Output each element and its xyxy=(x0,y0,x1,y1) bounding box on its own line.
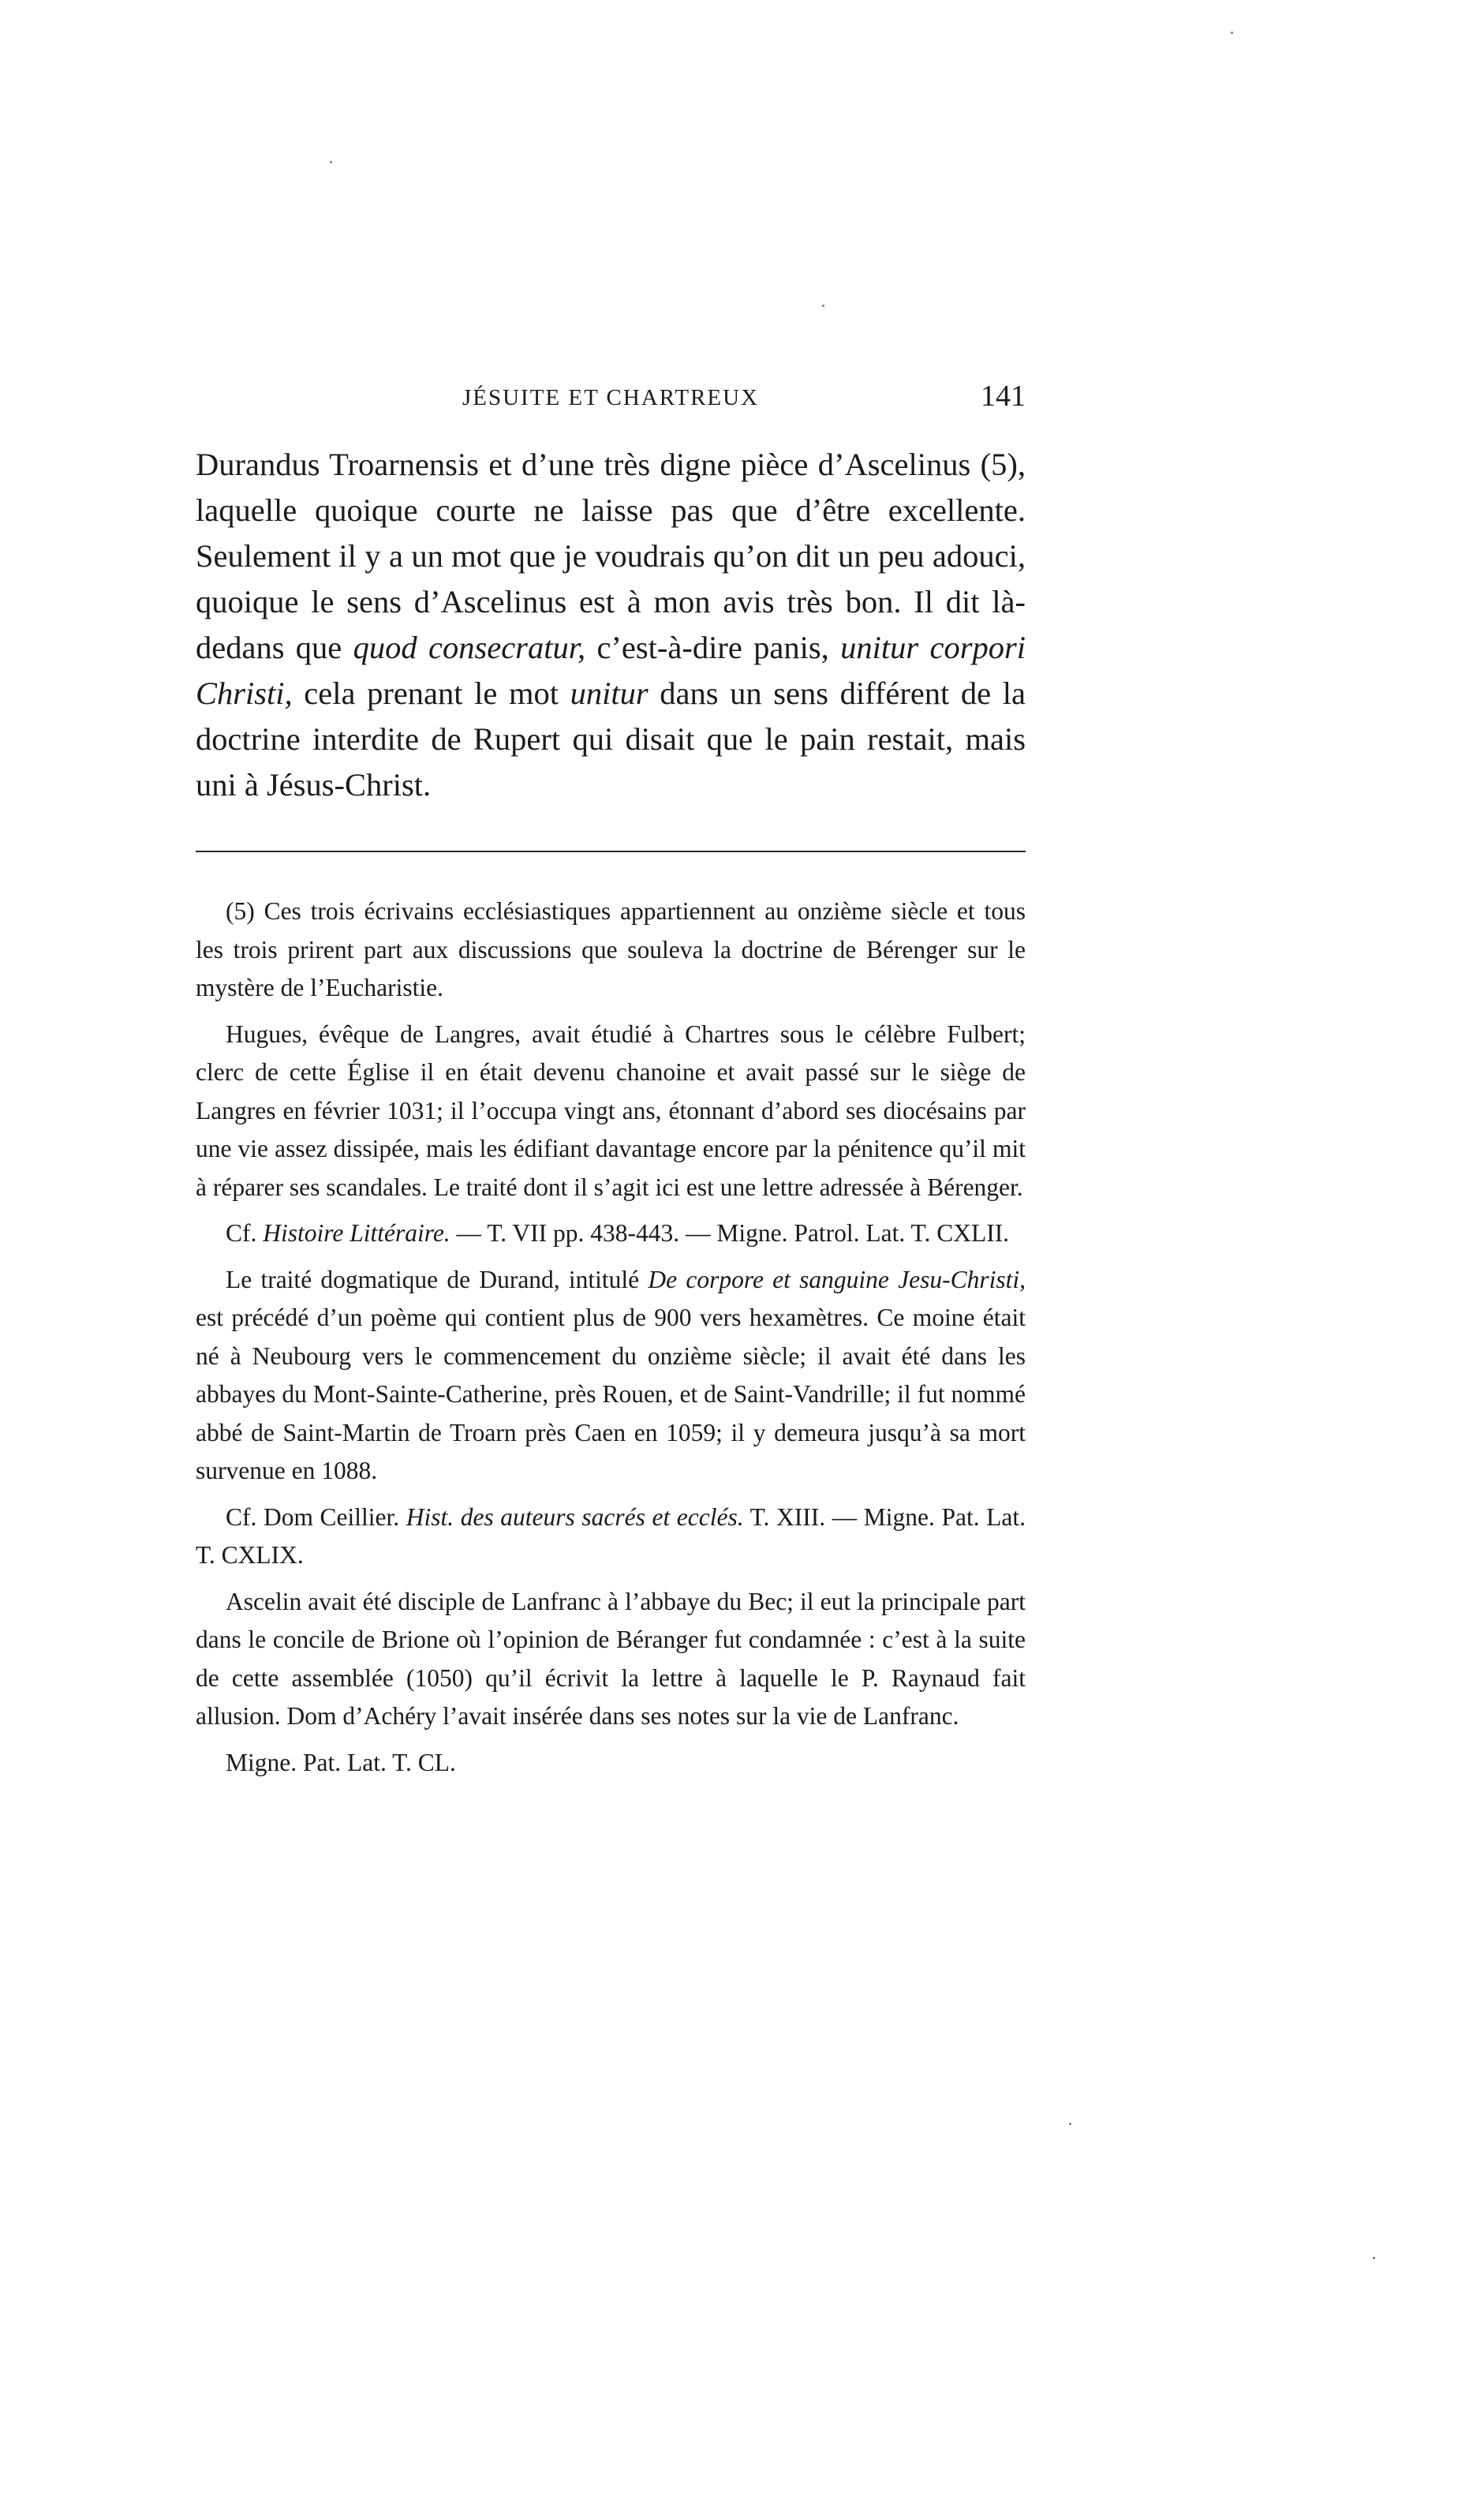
paper-speck xyxy=(1373,2257,1375,2259)
footnote-text-segment: — T. VII pp. 438-443. — Migne. Patrol. Lat. T. CXLII. xyxy=(450,1219,1010,1247)
body-text-segment: c’est-à-dire panis, xyxy=(585,630,841,665)
latin-quote: unitur xyxy=(570,675,649,711)
body-text-segment: cela prenant le mot xyxy=(292,675,570,711)
footnote-reference xyxy=(196,1499,1026,1575)
footnote-text-segment: T. XIII. — Migne. Pat. Lat. T. CXLIX. xyxy=(196,1502,1026,1569)
paper-speck xyxy=(1069,2123,1071,2125)
footnote-text-segment: Le traité dogmatique de Durand, intitulé xyxy=(226,1265,649,1293)
footnote-divider xyxy=(196,851,1026,852)
body-text-segment: Durandus Troarnensis et d’une très digne pièce d’Ascelinus (5), laquelle quoique courte ne laisse pas que d’être excellente. Seulement il y a un mot que je voudrais qu’on dit un peu adouci, quoique le sens d’Ascelinus est à mon avis très bon. Il dit là-dedans que xyxy=(196,447,1026,665)
running-header xyxy=(196,379,1026,426)
work-title: Hist. des auteurs sacrés et ecclés. xyxy=(406,1502,744,1531)
paper-speck xyxy=(1231,32,1233,34)
paper-speck xyxy=(330,161,332,163)
work-title: De corpore et sanguine Jesu-Christi, xyxy=(648,1265,1026,1293)
page-number: 141 xyxy=(981,380,1026,413)
footnote-text-segment: Cf. xyxy=(226,1219,264,1247)
footnote-reference: Migne. Pat. Lat. T. CL. xyxy=(226,1748,456,1776)
footnote-text-segment: est précédé d’un poème qui contient plus de 900 vers hexamètres. Ce moine était né à Neubourg vers le commencement du onzième siècle; il avait été dans les abbayes du Mont-Sainte-Catherine, près Rouen, et de Saint-Vandrille; il fut nommé abbé de Saint-Martin de Troarn près Caen en 1059; il y demeura jusqu’à sa mort survenue en 1088. xyxy=(196,1304,1026,1484)
footnotes xyxy=(196,892,1026,1790)
body-text-segment: dans un sens différent de la doctrine interdite de Rupert qui disait que le pain restait, mais uni à Jésus-Christ. xyxy=(196,675,1026,803)
paper-speck xyxy=(822,305,824,307)
running-title: JÉSUITE ET CHARTREUX xyxy=(462,385,760,410)
latin-quote: quod consecratur, xyxy=(353,630,586,665)
work-title: Histoire Littéraire. xyxy=(263,1219,450,1247)
footnote-reference xyxy=(196,1214,1026,1253)
footnote-text-segment: Cf. Dom Ceillier. xyxy=(226,1502,406,1531)
footnote-paragraph: Hugues, évêque de Langres, avait étudié à Chartres sous le célèbre Fulbert; clerc de cette Église il en était devenu chanoine et avait passé sur le siège de Langres en février 1031; il l’occupa vingt ans, étonnant d’abord ses diocésains par une vie assez dissipée, mais les édifiant davantage encore par la pénitence qu’il mit à réparer ses scandales. Le traité dont il s’agit ici est une lettre adressée à Bérenger. xyxy=(196,1020,1026,1201)
footnote-paragraph: Ascelin avait été disciple de Lanfranc à l’abbaye du Bec; il eut la principale part dans le concile de Brione où l’opinion de Béranger fut condamnée : c’est à la suite de cette assemblée (1050) qu’il écrivit la lettre à laquelle le P. Raynaud fait allusion. Dom d’Achéry l’avait insérée dans ses notes sur la vie de Lanfranc. xyxy=(196,1587,1026,1730)
main-paragraph xyxy=(196,442,1026,808)
footnote-paragraph: (5) Ces trois écrivains ecclésiastiques appartiennent au onzième siècle et tous les trois prirent part aux discussions que souleva la doctrine de Bérenger sur le mystère de l’Eucharistie. xyxy=(196,897,1026,1001)
latin-quote: unitur corpori Christi, xyxy=(196,630,1026,711)
footnote-paragraph xyxy=(196,1261,1026,1491)
